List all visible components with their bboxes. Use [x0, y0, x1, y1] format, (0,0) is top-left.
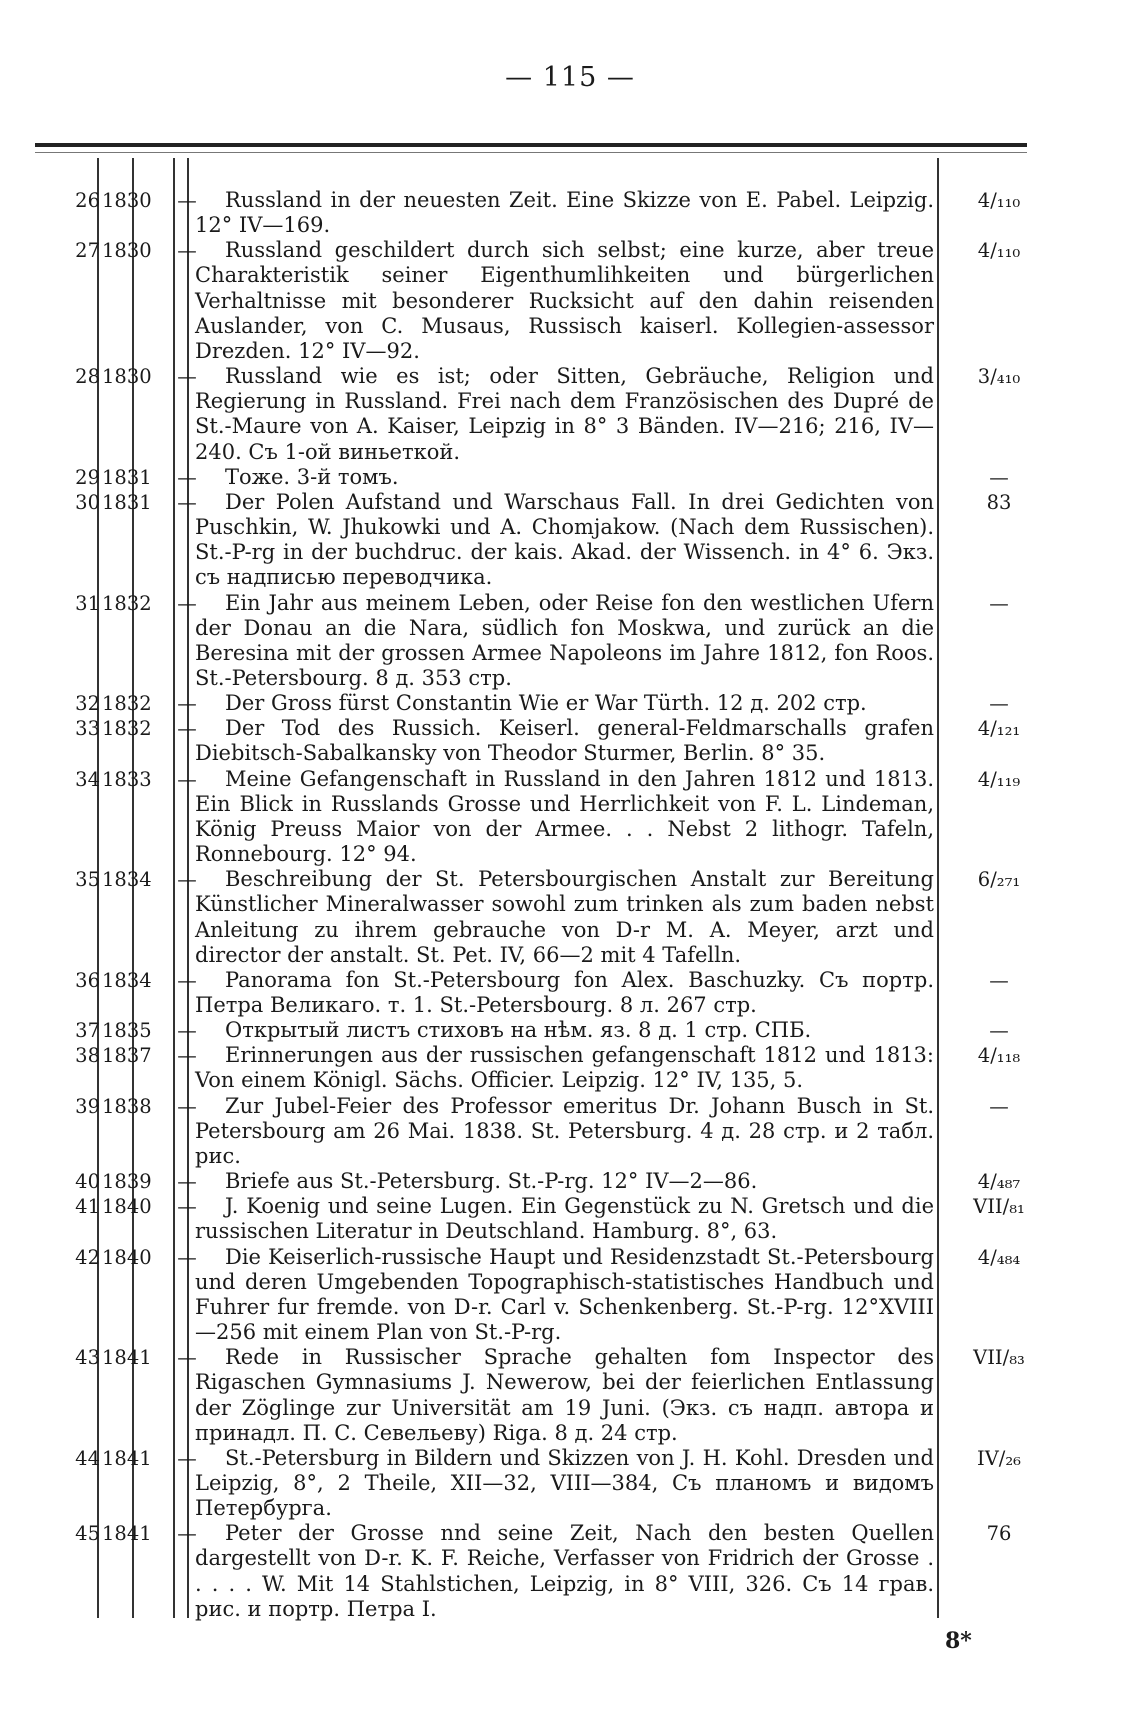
- catalog-entry: [30, 238, 1110, 364]
- catalog-entry: [30, 1245, 1110, 1346]
- entry-number: 44: [75, 1446, 100, 1470]
- entry-price: 3/₄₁₀: [977, 365, 1021, 389]
- entry-price: —: [989, 692, 1009, 716]
- entry-text: Der Tod des Russich. Keiserl. general-Feldmarschalls grafen Diebitsch-Sabalkansky von Theodor Sturmer, Berlin. 8° 35.: [195, 716, 934, 766]
- entry-year: 1830: [102, 239, 152, 263]
- catalog-entry: [30, 1521, 1110, 1622]
- entry-year: 1840: [102, 1195, 152, 1219]
- entry-dash: —: [177, 1094, 197, 1118]
- catalog-entry: [30, 591, 1110, 692]
- entry-year: 1841: [102, 1446, 152, 1470]
- entry-dash: —: [177, 1245, 197, 1269]
- entry-year: 1831: [102, 490, 152, 514]
- entry-number: 34: [75, 767, 100, 791]
- entry-number: 27: [75, 239, 100, 263]
- entry-number: 33: [75, 717, 100, 741]
- signature-mark: 8*: [945, 1628, 972, 1654]
- entry-dash: —: [177, 365, 197, 389]
- entry-year: 1834: [102, 868, 152, 892]
- header-rule-thin: [35, 152, 1027, 153]
- entry-year: 1832: [102, 591, 152, 615]
- entry-number: 29: [75, 465, 100, 489]
- catalog-entry: [30, 767, 1110, 868]
- entry-dash: —: [177, 490, 197, 514]
- entry-text: Erinnerungen aus der russischen gefangenschaft 1812 und 1813: Von einem Königl. Sächs. Officier. Leipzig. 12° IV, 135, 5.: [195, 1043, 934, 1093]
- entry-price: —: [989, 591, 1009, 615]
- entry-number: 41: [75, 1195, 100, 1219]
- entry-year: 1838: [102, 1094, 152, 1118]
- entry-text: Briefe aus St.-Petersburg. St.-P-rg. 12° IV—2—86.: [225, 1169, 758, 1194]
- catalog-entry: [30, 1018, 1110, 1043]
- catalog-entry: [30, 1169, 1110, 1194]
- entry-number: 30: [75, 490, 100, 514]
- entry-text: J. Koenig und seine Lugen. Ein Gegenstück zu N. Gretsch und die russischen Literatur in Deutschland. Hamburg. 8°, 63.: [195, 1194, 934, 1244]
- entry-year: 1834: [102, 968, 152, 992]
- entry-price: 83: [986, 490, 1012, 514]
- entry-number: 28: [75, 365, 100, 389]
- entry-dash: —: [177, 1446, 197, 1470]
- entry-number: 37: [75, 1019, 100, 1043]
- entry-price: —: [989, 968, 1009, 992]
- entry-number: 36: [75, 968, 100, 992]
- entry-dash: —: [177, 868, 197, 892]
- entry-price: 4/₁₁₉: [977, 767, 1021, 791]
- entry-text: Der Polen Aufstand und Warschaus Fall. In drei Gedichten von Puschkin, W. Jhukowki und A. Chomjakow. (Nach dem Russischen). St.-P-rg in der buchdruc. der kais. Akad. der Wissench. in 4° 6. Экз. съ надписью переводчика.: [195, 489, 934, 590]
- header-rule: [35, 143, 1027, 147]
- entry-year: 1832: [102, 692, 152, 716]
- entry-dash: —: [177, 239, 197, 263]
- entry-dash: —: [177, 1195, 197, 1219]
- entry-price: VII/₈₁: [973, 1195, 1025, 1219]
- catalog-entry: [30, 1043, 1110, 1093]
- catalog-entry: [30, 1194, 1110, 1244]
- entry-year: 1830: [102, 365, 152, 389]
- entry-year: 1841: [102, 1522, 152, 1546]
- entry-dash: —: [177, 1044, 197, 1068]
- entry-text: Ein Jahr aus meinem Leben, oder Reise fon den westlichen Ufern der Donau an die Nara, südlich fon Moskwa, und zurück an die Beresina mit der grossen Armee Napoleons im Jahre 1812, fon Roos. St.-Petersbourg. 8 д. 353 стр.: [195, 590, 934, 690]
- entry-number: 35: [75, 868, 100, 892]
- entry-price: 4/₁₁₈: [977, 1044, 1021, 1068]
- entry-text: Открытый листъ стиховъ на нѣм. яз. 8 д. 1 стр. СПБ.: [225, 1018, 812, 1043]
- entry-number: 45: [75, 1522, 100, 1546]
- entry-dash: —: [177, 465, 197, 489]
- entry-number: 31: [75, 591, 100, 615]
- entry-price: IV/₂₆: [977, 1446, 1021, 1470]
- entry-text: Beschreibung der St. Petersbourgischen Anstalt zur Bereitung Künstlicher Mineralwasser sowohl zum trinken als zum baden nebst Anleitung zu ihrem gebrauche von D-r M. A. Meyer, arzt und director der anstalt. St. Pet. IV, 66—2 mit 4 Tafelln.: [195, 867, 934, 967]
- entry-price: —: [989, 465, 1009, 489]
- entry-year: 1830: [102, 189, 152, 212]
- entry-number: 32: [75, 692, 100, 716]
- entry-price: 4/₄₈₇: [977, 1170, 1021, 1194]
- catalog-entry: [30, 490, 1110, 591]
- entry-year: 1840: [102, 1245, 152, 1269]
- entry-year: 1841: [102, 1346, 152, 1370]
- catalog-entry: [30, 691, 1110, 716]
- catalog-entry: [30, 716, 1110, 766]
- entry-dash: —: [177, 591, 197, 615]
- entry-price: 4/₁₂₁: [977, 717, 1021, 741]
- entry-dash: —: [177, 717, 197, 741]
- entry-text: Meine Gefangenschaft in Russland in den Jahren 1812 und 1813. Ein Blick in Russlands Grosse und Herrlichkeit von F. L. Lindeman, König Preuss Maior von der Armee. . . Nebst 2 lithogr. Tafeln, Ronnebourg. 12° 94.: [195, 766, 934, 867]
- entry-text: Die Keiserlich-russische Haupt und Residenzstadt St.-Petersbourg und deren Umgebenden Topographisch-statistisches Handbuch und Fuhrer fur fremde. von D-r. Carl v. Schenkenberg. St.-P-rg. 12°XVIII—256 mit einem Plan von St.-P-rg.: [195, 1244, 934, 1345]
- catalog-entry: [30, 968, 1110, 1018]
- entry-number: 26: [75, 189, 100, 212]
- catalog-entry: [30, 1094, 1110, 1169]
- catalog-entry: [30, 188, 1110, 238]
- catalog-entry: [30, 465, 1110, 490]
- entry-dash: —: [177, 189, 197, 212]
- entry-dash: —: [177, 1019, 197, 1043]
- entry-dash: —: [177, 1346, 197, 1370]
- entry-year: 1832: [102, 717, 152, 741]
- entry-text: Russland geschildert durch sich selbst; eine kurze, aber treue Charakteristik seiner Eigenthumlihkeiten und bürgerlichen Verhaltnisse mit besonderer Rucksicht auf den dahin reisenden Auslander, von C. Musaus, Russisch kaiserl. Kollegien-assessor Drezden. 12° IV—92.: [195, 238, 934, 363]
- entry-year: 1831: [102, 465, 152, 489]
- entry-price: 4/₁₁₀: [977, 189, 1021, 212]
- entry-text: Zur Jubel-Feier des Professor emeritus Dr. Johann Busch in St. Petersbourg am 26 Mai. 1838. St. Petersburg. 4 д. 28 стр. и 2 табл. рис.: [195, 1093, 934, 1168]
- catalog-entry: [30, 867, 1110, 968]
- entry-text: Тоже. 3-й томъ.: [225, 464, 399, 489]
- entry-price: —: [989, 1094, 1009, 1118]
- entry-price: VII/₈₃: [973, 1346, 1025, 1370]
- catalog-entry: [30, 364, 1110, 465]
- entry-number: 43: [75, 1346, 100, 1370]
- catalog-entry: [30, 1345, 1110, 1446]
- entry-dash: —: [177, 692, 197, 716]
- entry-text: Rede in Russischer Sprache gehalten fom Inspector des Rigaschen Gymnasiums J. Newerow, bei der feierlichen Entlassung der Zöglinge zur Universität am 19 Juni. (Экз. съ надп. автора и принадл. П. С. Севельеву) Riga. 8 д. 24 стр.: [195, 1345, 934, 1445]
- entry-text: Der Gross fürst Constantin Wie er War Türth. 12 д. 202 стр.: [225, 691, 867, 716]
- entry-year: 1835: [102, 1019, 152, 1043]
- entry-year: 1837: [102, 1044, 152, 1068]
- catalog-entry: [30, 1446, 1110, 1521]
- entry-dash: —: [177, 767, 197, 791]
- entry-number: 42: [75, 1245, 100, 1269]
- entry-dash: —: [177, 968, 197, 992]
- entry-price: 4/₁₁₀: [977, 239, 1021, 263]
- page-number: — 115 —: [505, 62, 635, 93]
- entry-year: 1833: [102, 767, 152, 791]
- entry-text: Russland wie es ist; oder Sitten, Gebräuche, Religion und Regierung in Russland. Frei nach dem Französischen des Dupré de St.-Maure von A. Kaiser, Leipzig in 8° 3 Bänden. IV—216; 216, IV—240. Съ 1-ой виньеткой.: [195, 364, 934, 464]
- entry-number: 39: [75, 1094, 100, 1118]
- entry-year: 1839: [102, 1170, 152, 1194]
- entry-price: 76: [986, 1522, 1012, 1546]
- entry-number: 40: [75, 1170, 100, 1194]
- entry-price: 6/₂₇₁: [977, 868, 1021, 892]
- entry-text: Russland in der neuesten Zeit. Eine Skizze von E. Pabel. Leipzig. 12° IV—169.: [195, 188, 934, 238]
- entry-dash: —: [177, 1170, 197, 1194]
- entry-text: Peter der Grosse nnd seine Zeit, Nach den besten Quellen dargestellt von D-r. K. F. Reiche, Verfasser von Fridrich der Grosse . . . . . W. Mit 14 Stahlstichen, Leipzig, in 8° VIII, 326. Съ 14 грав. рис. и портр. Петра I.: [195, 1521, 934, 1621]
- entry-number: 38: [75, 1044, 100, 1068]
- catalog-entries: [30, 188, 1110, 1622]
- entry-price: 4/₄₈₄: [977, 1245, 1021, 1269]
- entry-price: —: [989, 1019, 1009, 1043]
- entry-text: St.-Petersburg in Bildern und Skizzen von J. H. Kohl. Dresden und Leipzig, 8°, 2 Theile, XII—32, VIII—384, Съ планомъ и видомъ Петербурга.: [195, 1445, 934, 1521]
- entry-text: Panorama fon St.-Petersbourg fon Alex. Baschuzky. Съ портр. Петра Великаго. т. 1. St.-Petersbourg. 8 л. 267 стр.: [195, 967, 934, 1017]
- entry-dash: —: [177, 1522, 197, 1546]
